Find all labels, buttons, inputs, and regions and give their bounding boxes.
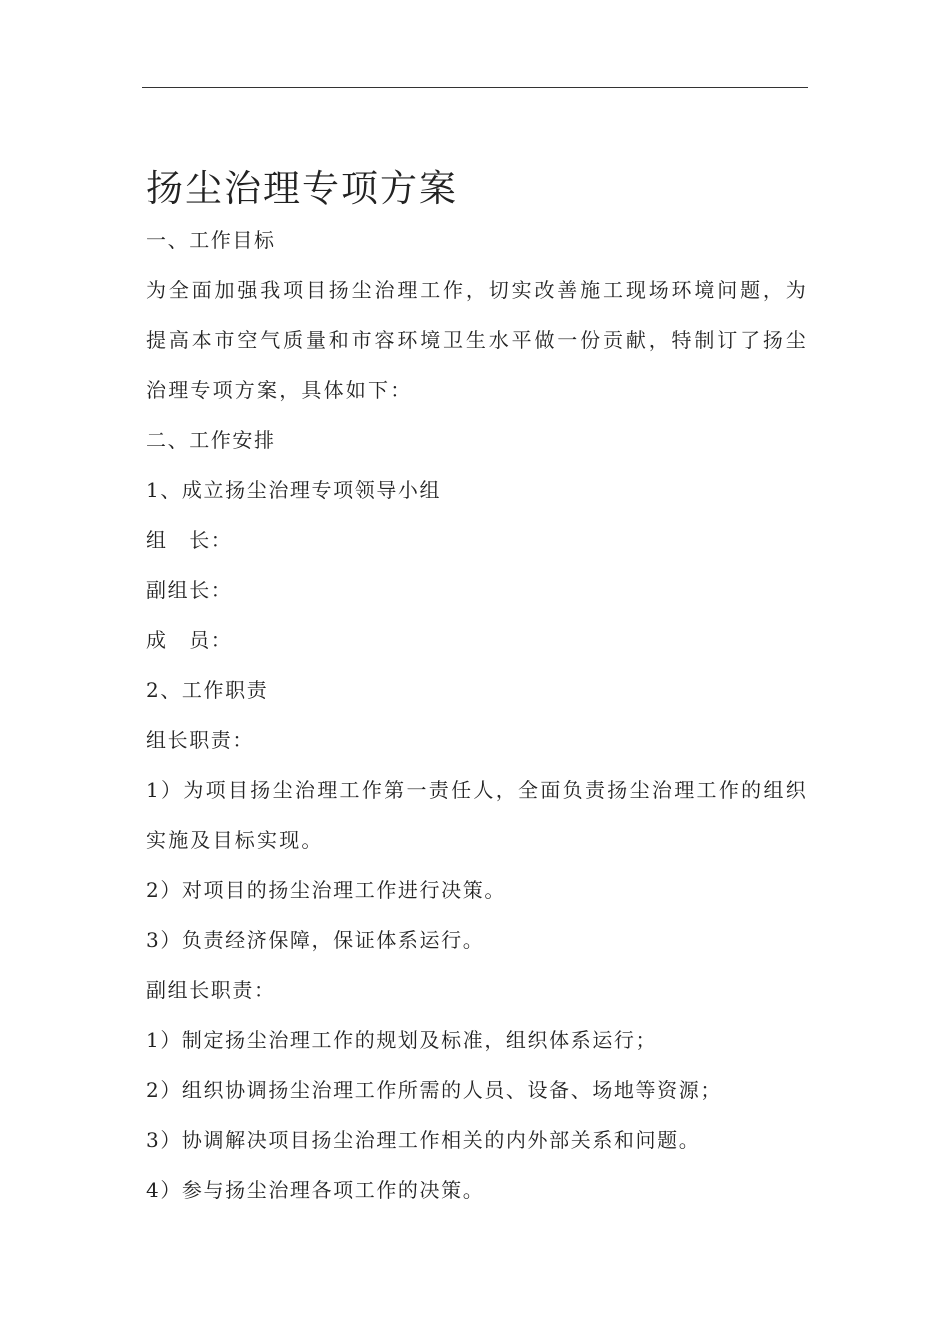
section-heading-goals: 一、工作目标 — [146, 228, 276, 252]
deputy-duty-item: 4）参与扬尘治理各项工作的决策。 — [146, 1178, 485, 1202]
section-heading-arrangement: 二、工作安排 — [146, 428, 276, 452]
item-leading-group: 1、成立扬尘治理专项领导小组 — [146, 478, 442, 502]
leader-duty-item: 1）为项目扬尘治理工作第一责任人，全面负责扬尘治理工作的组织实施及目标实现。 — [146, 778, 808, 852]
leader-duties-heading: 组长职责： — [146, 728, 254, 752]
role-deputy-leader: 副组长： — [146, 578, 233, 602]
document-title: 扬尘治理专项方案 — [146, 167, 458, 210]
role-leader: 组 长： — [146, 528, 233, 552]
goals-paragraph: 为全面加强我项目扬尘治理工作，切实改善施工现场环境问题，为提高本市空气质量和市容环境卫生水平做一份贡献，特制订了扬尘治理专项方案，具体如下： — [146, 278, 808, 402]
leader-duty-item: 3）负责经济保障，保证体系运行。 — [146, 928, 485, 952]
role-member: 成 员： — [146, 628, 233, 652]
header-rule — [142, 87, 808, 88]
document-body — [146, 215, 808, 1215]
deputy-duty-item: 3）协调解决项目扬尘治理工作相关的内外部关系和问题。 — [146, 1128, 701, 1152]
deputy-duty-item: 2）组织协调扬尘治理工作所需的人员、设备、场地等资源； — [146, 1078, 722, 1102]
deputy-duties-heading: 副组长职责： — [146, 978, 276, 1002]
item-duties: 2、工作职责 — [146, 678, 269, 702]
deputy-duty-item: 1）制定扬尘治理工作的规划及标准，组织体系运行； — [146, 1028, 658, 1052]
leader-duty-item: 2）对项目的扬尘治理工作进行决策。 — [146, 878, 506, 902]
